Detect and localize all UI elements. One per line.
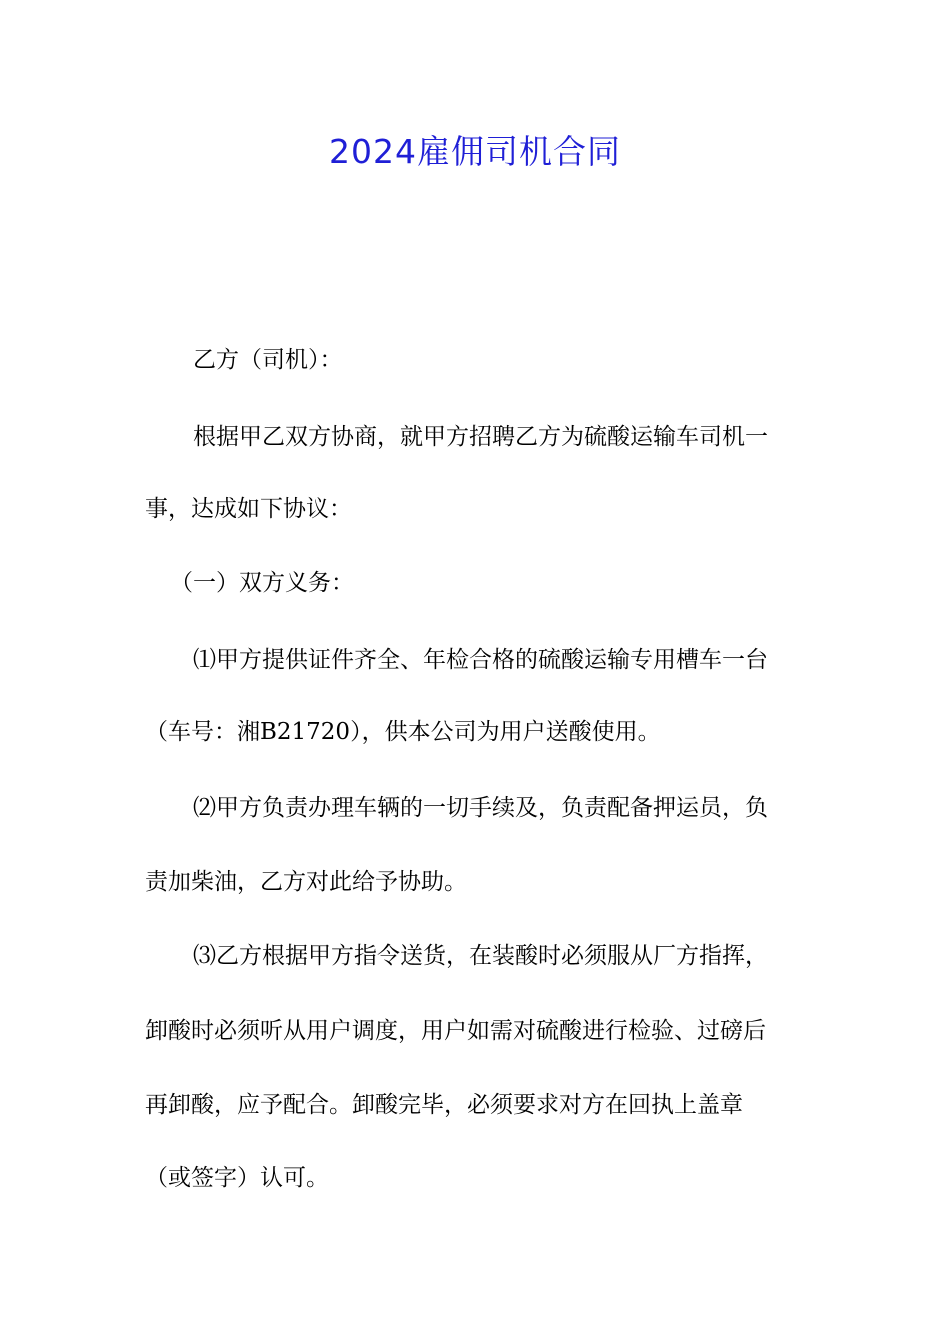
clause-1-line-2: （车号：湘B21720），供本公司为用户送酸使用。 (145, 719, 661, 745)
clause-2-line-2: 责加柴油，乙方对此给予协助。 (145, 869, 467, 895)
clause-2-line-1: ⑵甲方负责办理车辆的一切手续及，负责配备押运员，负 (193, 795, 768, 821)
preamble-line-1: 根据甲乙双方协商，就甲方招聘乙方为硫酸运输车司机一 (193, 424, 768, 450)
clause-3-line-1: ⑶乙方根据甲方指令送货，在装酸时必须服从厂方指挥， (193, 943, 768, 969)
section-heading: （一）双方义务： (170, 570, 354, 596)
preamble-line-2: 事，达成如下协议： (145, 496, 352, 522)
clause-3-line-4: （或签字）认可。 (145, 1165, 329, 1191)
clause-3-line-2: 卸酸时必须听从用户调度，用户如需对硫酸进行检验、过磅后 (145, 1018, 766, 1044)
clause-1-line-1: ⑴甲方提供证件齐全、年检合格的硫酸运输专用槽车一台 (193, 647, 768, 673)
clause-3-line-3: 再卸酸，应予配合。卸酸完毕，必须要求对方在回执上盖章 (145, 1092, 743, 1118)
party-b-line: 乙方（司机）： (193, 347, 343, 373)
document-title: 2024雇佣司机合同 (329, 132, 621, 171)
